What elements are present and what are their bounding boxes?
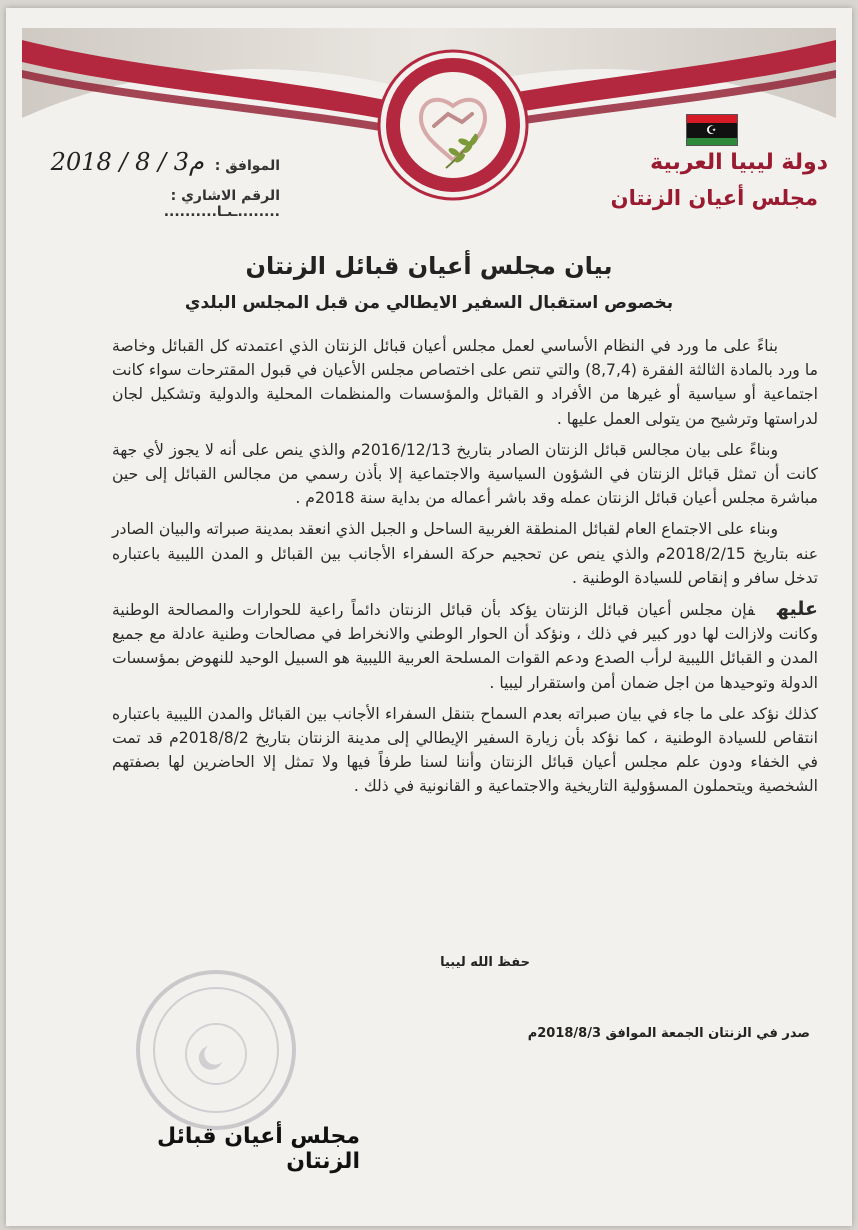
emblem-logo (376, 48, 530, 202)
paragraph-1: بناءً على ما ورد في النظام الأساسي لعمل مجلس أعيان قبائل الزنتان الذي اعتمدته كل القبائل وخاصة ما ورد بالمادة الثالثة الفقرة (8,7,4) والتي تنص على اختصاص مجلس الأعيان في قبول المقترحات سواء كانت اجتماعية أو سياسية أو غيرها من الأفراد و القبائل والمؤسسات والمنظمات المحلية والدولية وتشكيل لجان لدراستها وترشيح من يتولى العمل عليها . (112, 337, 818, 428)
resolution-keyword: عليه (776, 598, 818, 621)
document-body (112, 334, 818, 806)
paragraph-3: وبناء على الاجتماع العام لقبائل المنطقة الغربية الساحل و الجبل الذي انعقد بمدينة صبراته والبيان الصادر عنه بتاريخ 2018/2/15م والذي ينص عن تحجيم حركة السفراء الأجانب بين القبائل و المدن الليبية باعتباره تدخل سافر و إنقاص للسيادة الوطنية . (112, 520, 818, 587)
closing-phrase: حفظ الله ليبيا (440, 955, 530, 970)
date-line (40, 148, 280, 176)
official-stamp (132, 966, 300, 1134)
paragraph-5: كذلك نؤكد على ما جاء في بيان صبراته بعدم السماح بتنقل السفراء الأجانب بين القبائل والمدن الليبية باعتباره انتقاص للسيادة الوطنية ، كما نؤكد بأن زيارة السفير الإيطالي إلى مدينة الزنتان بتاريخ 2018/8/2م قد تمت في الخفاء ودون علم مجلس أعيان قبائل الزنتان وأننا لسنا طرفاً فيها ولا تمثل إلا الحاضرين لها بصفتهم الشخصية ويتحملون المسؤولية التاريخية والاجتماعية و القانونية في ذلك . (112, 704, 818, 796)
document-title: بيان مجلس أعيان قبائل الزنتان (245, 252, 613, 280)
reference-value: ........ـىـا.......... (163, 204, 280, 220)
paragraph-2: وبناءً على بيان مجالس قبائل الزنتان الصادر بتاريخ 2016/12/13م والذي ينص على أنه لا يجوز لأي جهة كانت أن تمثل قبائل الزنتان في الشؤون السياسية والاجتماعية إلا بأذن رسمي من مجالس القبائل إلى حين مباشرة مجلس أعيان قبائل الزنتان عمله وقد باشر أعماله من بداية سنة 2018م . (112, 440, 818, 508)
reference-line (50, 188, 280, 220)
libya-flag-icon: ☪ (686, 114, 738, 146)
date-value: 2018 / 8 / 3م (50, 148, 204, 176)
state-name: دولة ليبيا العربية (650, 150, 828, 175)
document-subtitle: بخصوص استقبال السفير الايطالي من قبل المجلس البلدي (184, 293, 674, 313)
signature-council: مجلس أعيان قبائل الزنتان (156, 1124, 360, 1174)
date-label: الموافق : (214, 158, 280, 174)
council-name: مجلس أعيان الزنتان (610, 186, 818, 210)
reference-label: الرقم الاشاري : (170, 188, 280, 204)
issued-line: صدر في الزنتان الجمعة الموافق 2018/8/3م (527, 1026, 810, 1041)
paragraph-4-text: فإن مجلس أعيان قبائل الزنتان يؤكد بأن قبائل الزنتان دائماً راعية للحوارات والمصالحة الوطنية وكانت ولازالت لها دور كبير في ذلك ، ونؤكد أن الحوار الوطني والانخراط في مصالحات وطنية عادلة مع جميع المدن و القبائل الليبية لرأب الصدع ودعم القوات المسلحة العربية الليبية هو السبيل الوحيد للنهوض بمؤسسات الدولة وتوحيدها من اجل ضمان أمن واستقرار ليبيا . (112, 601, 818, 692)
paragraph-4 (112, 597, 818, 695)
